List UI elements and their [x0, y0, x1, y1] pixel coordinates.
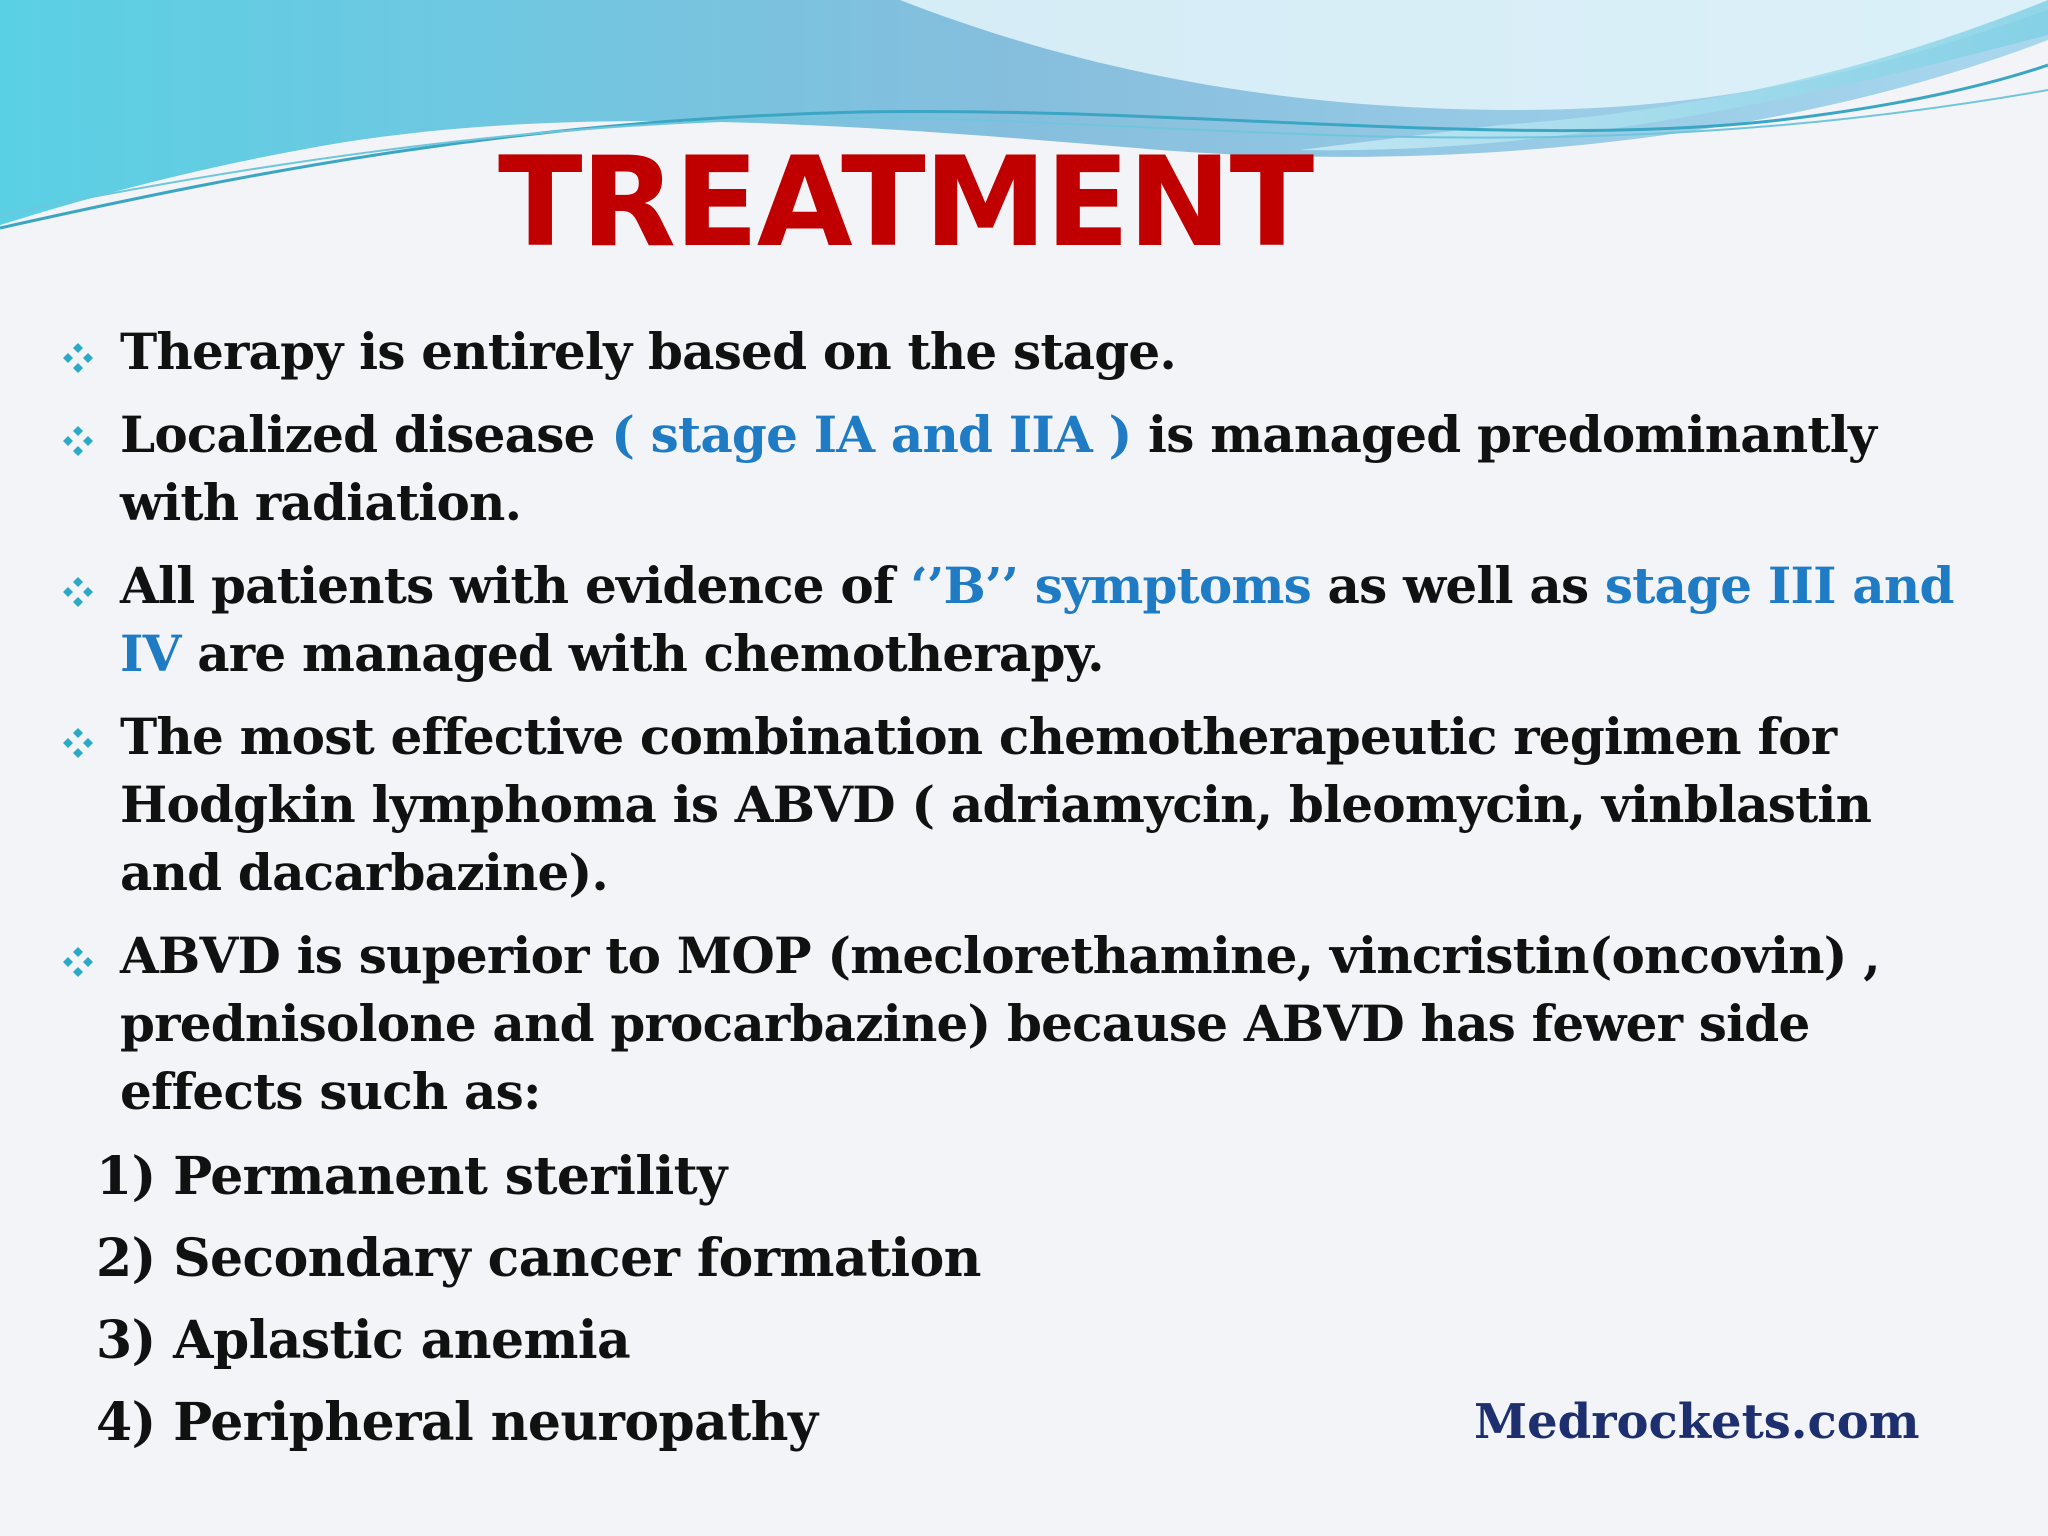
bullet-text: Localized disease [120, 405, 612, 464]
bullet-text: is managed predominantly with radiation. [120, 405, 1877, 532]
slide-title: TREATMENT [498, 131, 1313, 275]
bullet-text: The most effective combination chemotherapeutic regimen for Hodgkin lymphoma is ABVD ( adriamycin, bleomycin, vinblastin and dacarbazine). [120, 707, 1872, 902]
bullet-text: Therapy is entirely based on the stage. [120, 322, 1177, 381]
four-diamond-bullet-icon [62, 727, 94, 759]
bullet-text: ABVD is superior to MOP (meclorethamine, vincristin(oncovin) , prednisolone and procarbazine) because ABVD has fewer side effects such as: [120, 926, 1880, 1121]
watermark: Medrockets.com [1474, 1394, 1920, 1450]
numbered-item: 1) Permanent sterility [96, 1146, 727, 1207]
numbered-item: 3) Aplastic anemia [96, 1310, 631, 1371]
four-diamond-bullet-icon [62, 576, 94, 608]
highlighted-text: ( stage IA and IIA ) [611, 405, 1132, 464]
bullet-item [56, 922, 1976, 1126]
numbered-item: 4) Peripheral neuropathy [96, 1392, 818, 1453]
numbered-list [96, 1136, 981, 1464]
bullet-list [56, 318, 1976, 1141]
highlighted-text: ‘’B’’ symptoms [910, 556, 1311, 615]
bullet-item [56, 552, 1976, 688]
numbered-item: 2) Secondary cancer formation [96, 1228, 981, 1289]
highlighted-text: stage III and IV [120, 556, 1954, 683]
bullet-item [56, 318, 1976, 386]
bullet-text: are managed with chemotherapy. [180, 624, 1104, 683]
bullet-text: as well as [1310, 556, 1605, 615]
four-diamond-bullet-icon [62, 342, 94, 374]
four-diamond-bullet-icon [62, 946, 94, 978]
bullet-item [56, 401, 1976, 537]
bullet-item [56, 703, 1976, 907]
bullet-text: All patients with evidence of [120, 556, 911, 615]
four-diamond-bullet-icon [62, 425, 94, 457]
